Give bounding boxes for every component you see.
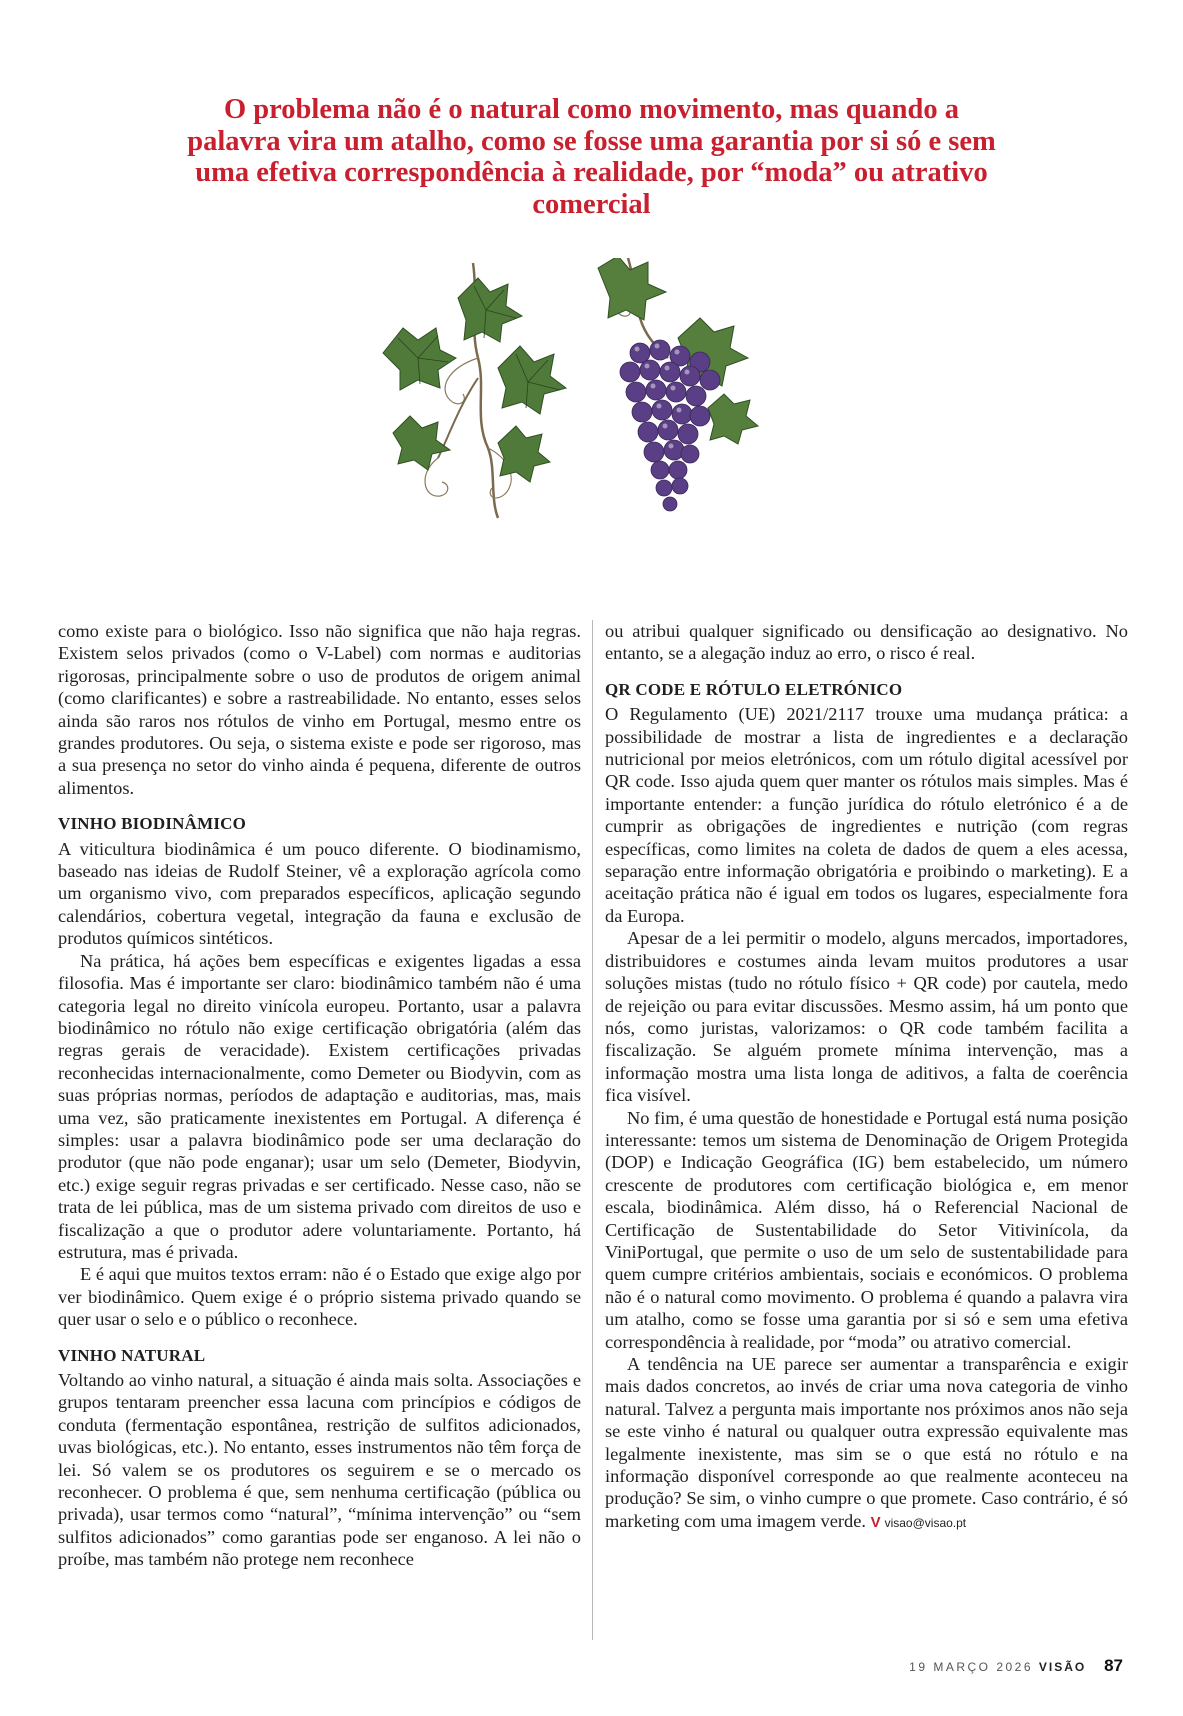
paragraph: como existe para o biológico. Isso não significa que não haja regras. Existem selos privados (como o V-Label) com normas e auditorias rigorosas, principalmente sobre o uso de produtos de origem animal (como clarificantes) e sobre a rastreabilidade. No entanto, esses selos ainda são raros nos rótulos de vinho em Portugal, mesmo entre os grandes produtores. Ou seja, o sistema existe e pode ser rigoroso, mas a sua presença no setor do vinho ainda é pequena, diferente de outros alimentos. xyxy=(58,621,581,798)
left-column xyxy=(58,620,581,1571)
paragraph: No fim, é uma questão de honestidade e Portugal está numa posição interessante: temos um sistema de Denominação de Origem Protegida (DOP) e Indicação Geográfica (IG) bem estabelecido, um número crescente de produtores com certificação biológica e, em menor escala, biodinâmica. Além disso, há o Referencial Nacional de Certificação de Sustentabilidade do Setor Vitivinícola, da ViniPortugal, que permite o uso de um selo de sustentabilidade para quem cumpre critérios ambientais, sociais e económicos. O problema não é o natural como movimento. O problema é quando a palavra vira um atalho, como se fosse uma garantia por si só e sem uma efetiva correspondência à realidade, por “moda” ou atrativo comercial. xyxy=(605,1107,1128,1352)
section-heading: VINHO NATURAL xyxy=(58,1345,206,1365)
final-paragraph-text: A tendência na UE parece ser aumentar a transparência e exigir mais dados concretos, ao invés de criar uma nova categoria de vinho natural. Talvez a pergunta mais importante nos próximos anos não seja se este vinho é natural ou qualquer outra expressão equivalente mas legalmente inexistente, mas sim se o que está no rótulo e na informação disponível corresponde ao que realmente aconteceu na produção? Se sim, o vinho cumpre o que promete. Caso contrário, é só marketing com uma imagem verde. xyxy=(605,1354,1128,1531)
magazine-brand: VISÃO xyxy=(1038,1660,1087,1674)
paragraph-final xyxy=(605,1353,1128,1534)
author-email-link[interactable]: visao@visao.pt xyxy=(884,1515,967,1530)
paragraph: Apesar de a lei permitir o modelo, alguns mercados, importadores, distribuidores e costumes ainda levam muitos produtores a usar soluções mistas (tudo no rótulo físico + QR code) por cautela, medo de rejeição ou para evitar discussões. Mesmo assim, há um ponto que nós, como juristas, valorizamos: o QR code também facilita a fiscalização. Se alguém promete mínima intervenção, mas a informação mostra uma lista longa de aditivos, a falta de coerência fica visível. xyxy=(605,928,1128,1106)
visao-end-mark: V xyxy=(870,1513,881,1531)
column-divider xyxy=(592,620,593,1640)
grape-vine-illustration xyxy=(378,258,808,558)
paragraph: E é aqui que muitos textos erram: não é o Estado que exige algo por ver biodinâmico. Quem exige é o próprio sistema privado quando se quer usar o selo e o público o reconhece. xyxy=(58,1264,581,1330)
paragraph: A viticultura biodinâmica é um pouco diferente. O biodinamismo, baseado nas ideias de Rudolf Steiner, vê a exploração agrícola como um organismo vivo, com preparados específicos, aplicação segundo calendários, cobertura vegetal, integração da fauna e exclusão de produtos químicos sintéticos. xyxy=(58,838,581,949)
section-heading: VINHO BIODINÂMICO xyxy=(58,814,247,834)
tendril xyxy=(445,358,478,404)
paragraph: O Regulamento (UE) 2021/2117 trouxe uma mudança prática: a possibilidade de mostrar a lista de ingredientes e a declaração nutricional por meios eletrónicos, com um rótulo digital acessível por QR code. Isso ajuda quem quer manter os rótulos mais simples. Mas é importante entender: a função jurídica do rótulo eletrónico é a de cumprir as obrigações de ingredientes e nutrição (com regras específicas, como limites na coleta de dados de quem a eles acessa, separação entre informação obrigatória e proibindo o marketing). E a aceitação prática não é igual em todos os lugares, especialmente fora da Europa. xyxy=(605,704,1128,926)
leaf xyxy=(383,278,566,482)
paragraph: Voltando ao vinho natural, a situação é ainda mais solta. Associações e grupos tentaram preencher essa lacuna com princípios e códigos de conduta (fermentação espontânea, restrição de sulfitos adicionados, uvas biológicas, etc.). No entanto, esses instrumentos não têm força de lei. Só valem se os produtores os seguirem e se o mercado os reconhecer. O problema é que, sem nenhuma certificação (pública ou privada), usar termos como “natural”, “mínima intervenção” ou “sem sulfitos adicionados” como garantias pode ser enganoso. A lei não o proíbe, mas também não protege nem reconhece xyxy=(58,1370,581,1570)
pull-quote: O problema não é o natural como movimento, mas quando a palavra vira um atalho, como se fosse uma garantia por si só e sem uma efetiva correspondência à realidade, por “moda” ou atrativo comercial xyxy=(187,94,996,220)
paragraph: ou atribui qualquer significado ou densificação ao designativo. No entanto, se a alegação induz ao erro, o risco é real. xyxy=(605,621,1128,664)
section-heading: QR CODE E RÓTULO ELETRÓNICO xyxy=(605,679,903,699)
page-number: 87 xyxy=(1104,1656,1123,1675)
issue-date: 19 MARÇO 2026 xyxy=(909,1660,1034,1674)
paragraph: Na prática, há ações bem específicas e exigentes ligadas a essa filosofia. Mas é importante ser claro: biodinâmico também não é uma categoria legal no direito vinícola europeu. Portanto, usar a palavra biodinâmico no rótulo não exige certificação obrigatória (além das regras gerais de veracidade). Existem certificações privadas reconhecidas internacionalmente, como Demeter ou Biodyvin, com as suas próprias normas, períodos de adaptação e auditorias, mas, mais uma vez, são praticamente inexistentes em Portugal. A diferença é simples: usar a palavra biodinâmico pode ser uma declaração do produtor (que não pode enganar); usar um selo (Demeter, Biodyvin, etc.) exige seguir regras privadas e ser certificado. Nesse caso, não se trata de lei pública, mas de um sistema privado com direitos de uso e fiscalização a que o produtor adere voluntariamente. Portanto, há estrutura, mas é privada. xyxy=(58,950,581,1262)
right-column xyxy=(605,620,1128,1534)
grape-bunch xyxy=(620,340,720,511)
page-footer xyxy=(909,1656,1123,1676)
